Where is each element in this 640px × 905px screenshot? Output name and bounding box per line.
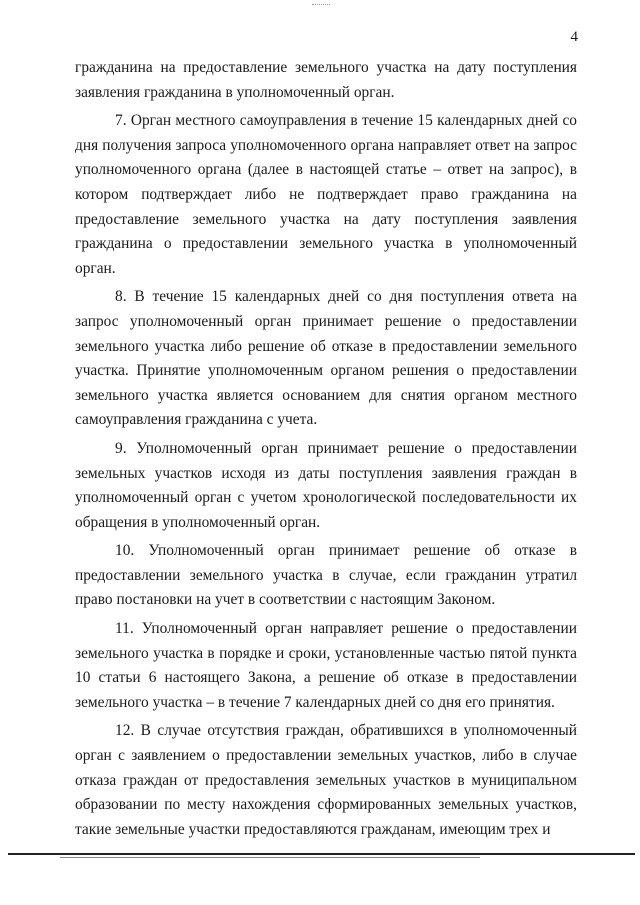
paragraph-10: 10. Уполномоченный орган принимает решение об отказе в предоставлении земельного участка в случае, если гражданин утратил право постановки на учет в соответствии с настоящим Законом.: [75, 542, 577, 609]
document-body: [75, 56, 577, 846]
paragraph-9: 9. Уполномоченный орган принимает решение о предоставлении земельных участков исходя из даты поступления заявления граждан в уполномоченный орган с учетом хронологической последовательности их обращения в уполномоченный орган.: [75, 439, 577, 531]
page-number: 4: [570, 29, 578, 45]
paragraph-7: 7. Орган местного самоуправления в течение 15 календарных дней со дня получения запроса уполномоченного органа направляет ответ на запрос уполномоченного органа (далее в настоящей статье – ответ на запрос), в котором подтверждает либо не подтверждает право гражданина на предоставление земельного участка на дату поступления заявления гражданина о предоставлении земельного участка в уполномоченный орган.: [75, 112, 577, 277]
footer-rule-faint: [60, 857, 480, 858]
paragraph-12: 12. В случае отсутствия граждан, обратившихся в уполномоченный орган с заявлением о предоставлении земельных участков, либо в случае отказа граждан от предоставления земельных участков в муниципальном образовании по месту нахождения сформированных земельных участков, такие земельные участки предоставляются гражданам, имеющим трех и: [75, 722, 577, 838]
footer-rule: [8, 853, 635, 855]
scan-top-mark: [312, 4, 330, 7]
paragraph-11: 11. Уполномоченный орган направляет решение о предоставлении земельного участка в порядке и сроки, установленные частью пятой пункта 10 статьи 6 настоящего Закона, а решение об отказе в предоставлении земельного участка – в течение 7 календарных дней со дня его принятия.: [75, 620, 577, 711]
paragraph-continuation: гражданина на предоставление земельного участка на дату поступления заявления гражданина в уполномоченный орган.: [75, 59, 577, 101]
paragraph-8: 8. В течение 15 календарных дней со дня поступления ответа на запрос уполномоченный орган принимает решение о предоставлении земельного участка либо решение об отказе в предоставлении земельного участка. Принятие уполномоченным органом решения о предоставлении земельного участка является основанием для снятия органом местного самоуправления гражданина с учета.: [75, 288, 577, 429]
